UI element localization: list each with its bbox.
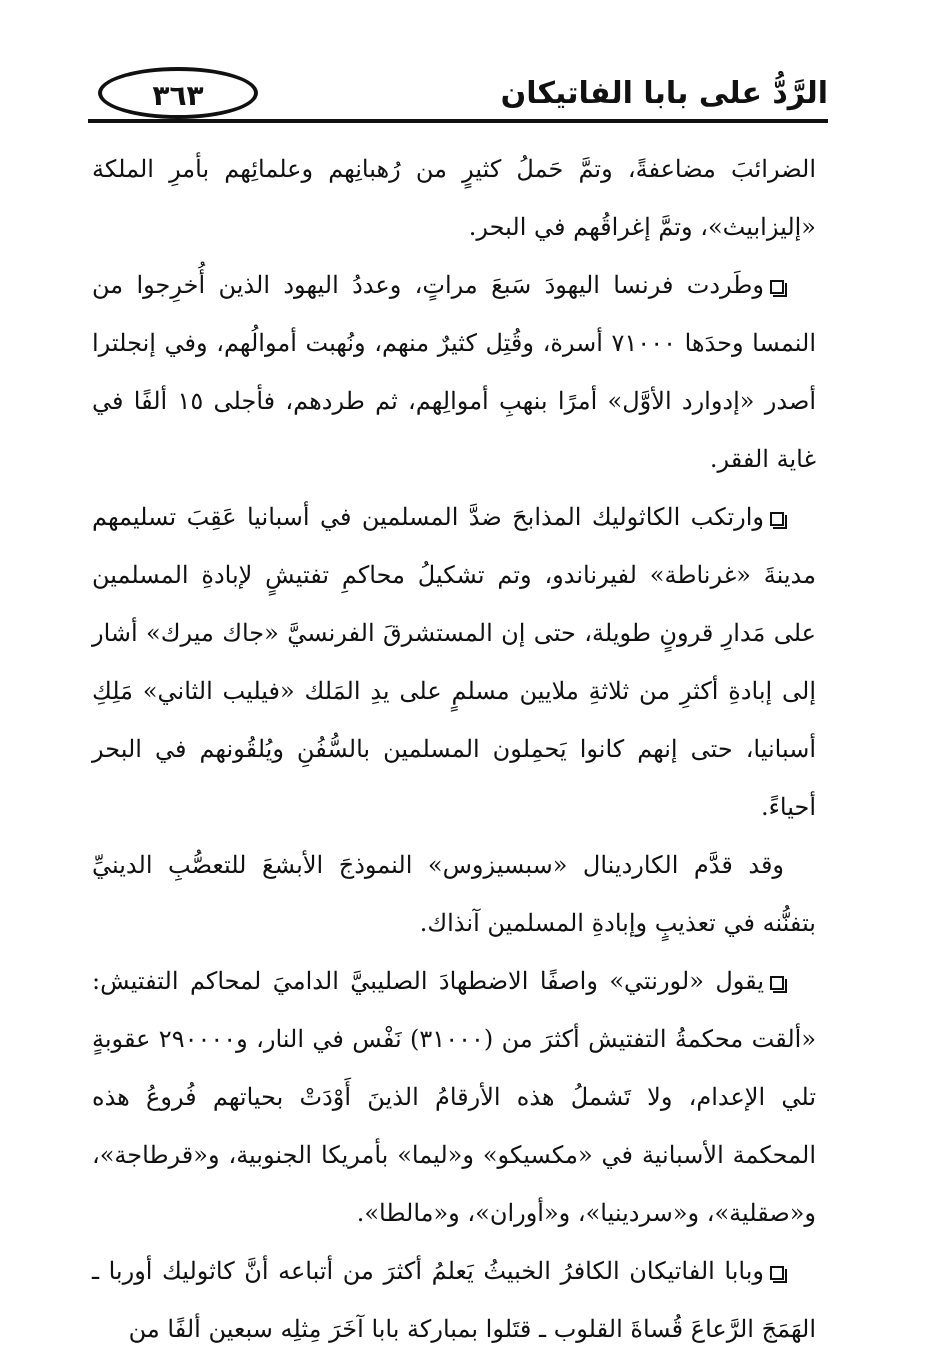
paragraph-text: الضرائبَ مضاعفةً، وتمَّ حَملُ كثيرٍ من رُهبانِهم وعلمائِهم بأمرِ الملكة «إليزابيث»، وتمَّ إغراقُهم في البحر. [92, 155, 816, 241]
header-rule [88, 119, 828, 123]
square-bullet-icon [770, 1266, 784, 1280]
paragraph-text: وقد قدَّم الكاردينال «سبسيزوس» النموذجَ الأبشعَ للتعصُّبِ الدينيِّ بتفنُّنه في تعذيبٍ وإبادةِ المسلمين آنذاك. [92, 851, 816, 937]
page-number: ٣٦٣ [152, 79, 204, 112]
paragraph-text: وارتكب الكاثوليك المذابحَ ضدَّ المسلمين في أسبانيا عَقِبَ تسليمهم مدينةَ «غرناطة» لفيرناندو، وتم تشكيلُ محاكمِ تفتيشٍ لإبادةِ المسلمين على مَدارِ قرونٍ طويلة، حتى إن المستشرقَ الفرنسيَّ «جاك ميرك» أشار إلى إبادةِ أكثرِ من ثلاثةِ ملايين مسلمٍ على يدِ المَلك «فيليب الثاني» مَلِكِ أسبانيا، حتى إنهم كانوا يَحمِلون المسلمين بالسُّفُنِ ويُلقُونهم في البحر أحياءً. [92, 503, 817, 821]
paragraph-text: وطَردت فرنسا اليهودَ سَبعَ مراتٍ، وعددُ اليهود الذين أُخرِجوا من النمسا وحدَها ٧١٠٠٠ أسرة، وقُتِل كثيرٌ منهم، ونُهبت أموالُهم، وفي إنجلترا أصدر «إدوارد الأوَّل» أمرًا بنهبِ أموالِهم، ثم طردهم، فأجلى ١٥ ألفًا في غاية الفقر. [92, 271, 816, 473]
page-header [88, 62, 828, 122]
page-body [92, 140, 816, 1358]
page-number-oval [98, 67, 258, 119]
paragraph-4 [92, 836, 816, 952]
paragraph-2 [92, 256, 816, 488]
paragraph-3 [92, 488, 816, 836]
square-bullet-icon [770, 976, 784, 990]
paragraph-5 [92, 952, 816, 1242]
square-bullet-icon [770, 512, 784, 526]
paragraph-6 [92, 1242, 816, 1358]
paragraph-1 [92, 140, 816, 256]
paragraph-text: وبابا الفاتيكان الكافرُ الخبيثُ يَعلمُ أكثرَ من أتباعه أنَّ كاثوليك أوربا ـ الهَمَجَ الرَّعاعَ قُساةَ القلوب ـ قتَلوا بمباركة بابا آخَرَ مِثلِه سبعين ألفًا من [92, 1257, 816, 1343]
paragraph-text: يقول «لورنتي» واصفًا الاضطهادَ الصليبيَّ الداميَ لمحاكم التفتيش: «ألقت محكمةُ التفتيش أكثرَ من (٣١٠٠٠) نَفْس في النار، و٢٩٠٠٠٠ عقوبةٍ تلي الإعدام، ولا تَشملُ هذه الأرقامُ الذينَ أَوْدَتْ بحياتهم فُروعُ هذه المحكمة الأسبانية في «مكسيكو» و«ليما» بأمريكا الجنوبية، و«قرطاجة»، و«صقلية»، و«سردينيا»، و«أوران»، و«مالطا». [92, 967, 817, 1227]
square-bullet-icon [770, 280, 784, 294]
running-title: الرَّدُّ على بابا الفاتيكان [500, 76, 828, 111]
